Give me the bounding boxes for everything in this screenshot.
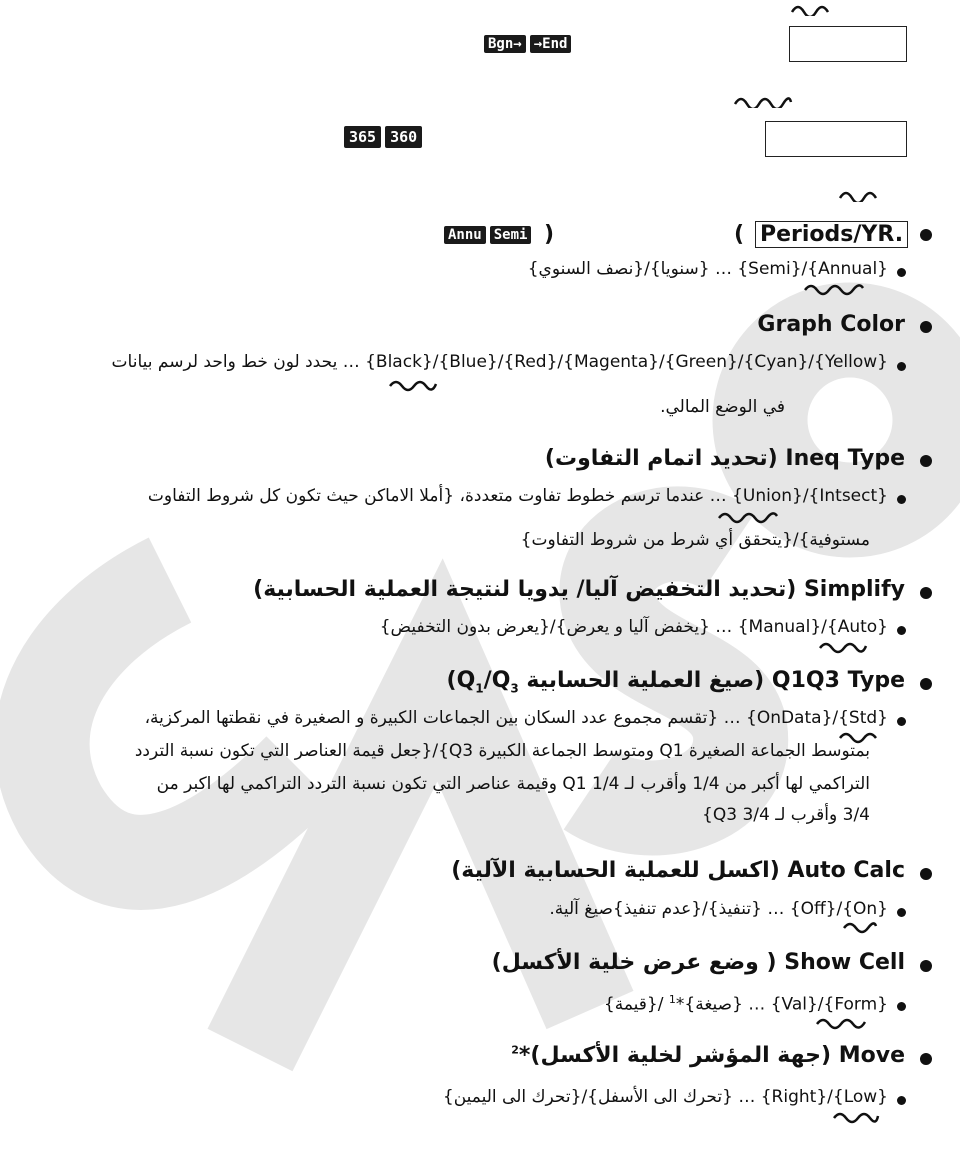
simplify-line1: {Auto}/{Manual} … {يخفض آليا و يعرض}/{يعرض بدون التخفيض}	[379, 617, 888, 637]
underline-squiggle	[717, 510, 779, 524]
underline-squiggle	[815, 1016, 867, 1030]
simplify-title: Simplify (تحديد التخفيض آليا/ يدويا لنتيجة العملية الحسابية)	[253, 577, 905, 602]
key-360[interactable]: 360	[385, 126, 422, 148]
bullet	[897, 908, 906, 917]
underline-squiggle	[388, 378, 438, 392]
auto-calc-line1: {On}/{Off} … {تنفيذ}/{عدم تنفيذ}صيغ آلية.	[549, 899, 888, 919]
show-cell-line1: {Form}/{Val} … {صيغة}*$^1$ /{قيمة}	[603, 993, 888, 1015]
day-count-keys	[340, 126, 422, 148]
bullet	[897, 1096, 906, 1105]
underline-squiggle	[842, 920, 878, 934]
graph-color-title: Graph Color	[757, 312, 905, 337]
bullet	[920, 868, 932, 880]
bullet	[897, 717, 906, 726]
q1q3-title: Q1Q3 Type (صيغ العملية الحسابية $Q_1/Q_3$)	[446, 668, 905, 696]
bullet	[897, 268, 906, 277]
q1q3-line1: {Std}/{OnData} … {تقسم مجموع عدد السكان بين الجماعات الكبيرة و الصغيرة في نقطتها المركزية،	[144, 708, 888, 728]
move-line1: {Low}/{Right} … {تحرك الى الأسفل}/{تحرك الى اليمين}	[442, 1087, 888, 1107]
bullet	[897, 362, 906, 371]
auto-calc-title: Auto Calc (اكسل للعملية الحسابية الآلية)	[451, 858, 905, 883]
bullet	[920, 229, 932, 241]
q1q3-line4: 3/4 وأقرب لـ 3/4 Q3}	[702, 805, 870, 825]
graph-color-line2: في الوضع المالي.	[660, 397, 785, 417]
underline-squiggle	[790, 2, 830, 16]
setting-box-2	[765, 121, 907, 157]
graph-color-line1: {Yellow}/{Cyan}/{Green}/{Magenta}/{Red}/{Blue}/{Black} … يحدد لون خط واحد لرسم بيانات	[111, 352, 888, 372]
setting-box-1	[789, 26, 907, 62]
bullet	[897, 495, 906, 504]
bullet	[920, 587, 932, 599]
underline-squiggle	[803, 282, 865, 296]
underline-squiggle	[838, 188, 882, 202]
periods-title: Periods/YR.	[755, 222, 908, 247]
ineq-type-line1: {Intsect}/{Union} … عندما ترسم خطوط تفاوت متعددة، {أملا الاماكن حيث تكون كل شروط التفاوت	[147, 486, 888, 506]
bgn-key[interactable]: Bgn→	[484, 35, 526, 53]
ineq-type-line2: مستوفية}/{يتحقق أي شرط من شروط التفاوت}	[520, 530, 870, 550]
show-cell-title: Show Cell ( وضع عرض خلية الأكسل)	[491, 950, 905, 975]
end-key[interactable]: →End	[530, 35, 572, 53]
q1q3-line2: بمتوسط الجماعة الصغيرة Q1 ومتوسط الجماعة الكبيرة Q3}/{جعل قيمة العناصر التي تكون نسبة التردد	[134, 741, 870, 761]
q1q3-line3: التراكمي لها أكبر من 1/4 وأقرب لـ 1/4 Q1 وقيمة عناصر التي تكون نسبة التردد التراكمي لها اكبر من	[156, 774, 870, 794]
semi-key[interactable]: Semi	[490, 226, 532, 244]
periods-close-paren: )	[544, 222, 555, 247]
ineq-type-title: Ineq Type (تحديد اتمام التفاوت)	[544, 446, 905, 471]
underline-squiggle	[832, 1110, 880, 1124]
bgn-end-keys	[480, 33, 571, 53]
move-title: Move (جهة المؤشر لخلية الأكسل)*$^2$	[511, 1043, 905, 1068]
periods-options: {Annual}/{Semi} … {سنويا}/{نصف السنوي}	[527, 259, 888, 279]
key-365[interactable]: 365	[344, 126, 381, 148]
bullet	[920, 960, 932, 972]
annu-semi-keys	[440, 224, 531, 244]
underline-squiggle	[818, 640, 868, 654]
bullet	[897, 626, 906, 635]
periods-open-paren: (	[734, 222, 745, 247]
bullet	[897, 1002, 906, 1011]
bullet	[920, 1053, 932, 1065]
annu-key[interactable]: Annu	[444, 226, 486, 244]
bullet	[920, 455, 932, 467]
underline-squiggle	[733, 94, 793, 108]
bullet	[920, 678, 932, 690]
bullet	[920, 321, 932, 333]
